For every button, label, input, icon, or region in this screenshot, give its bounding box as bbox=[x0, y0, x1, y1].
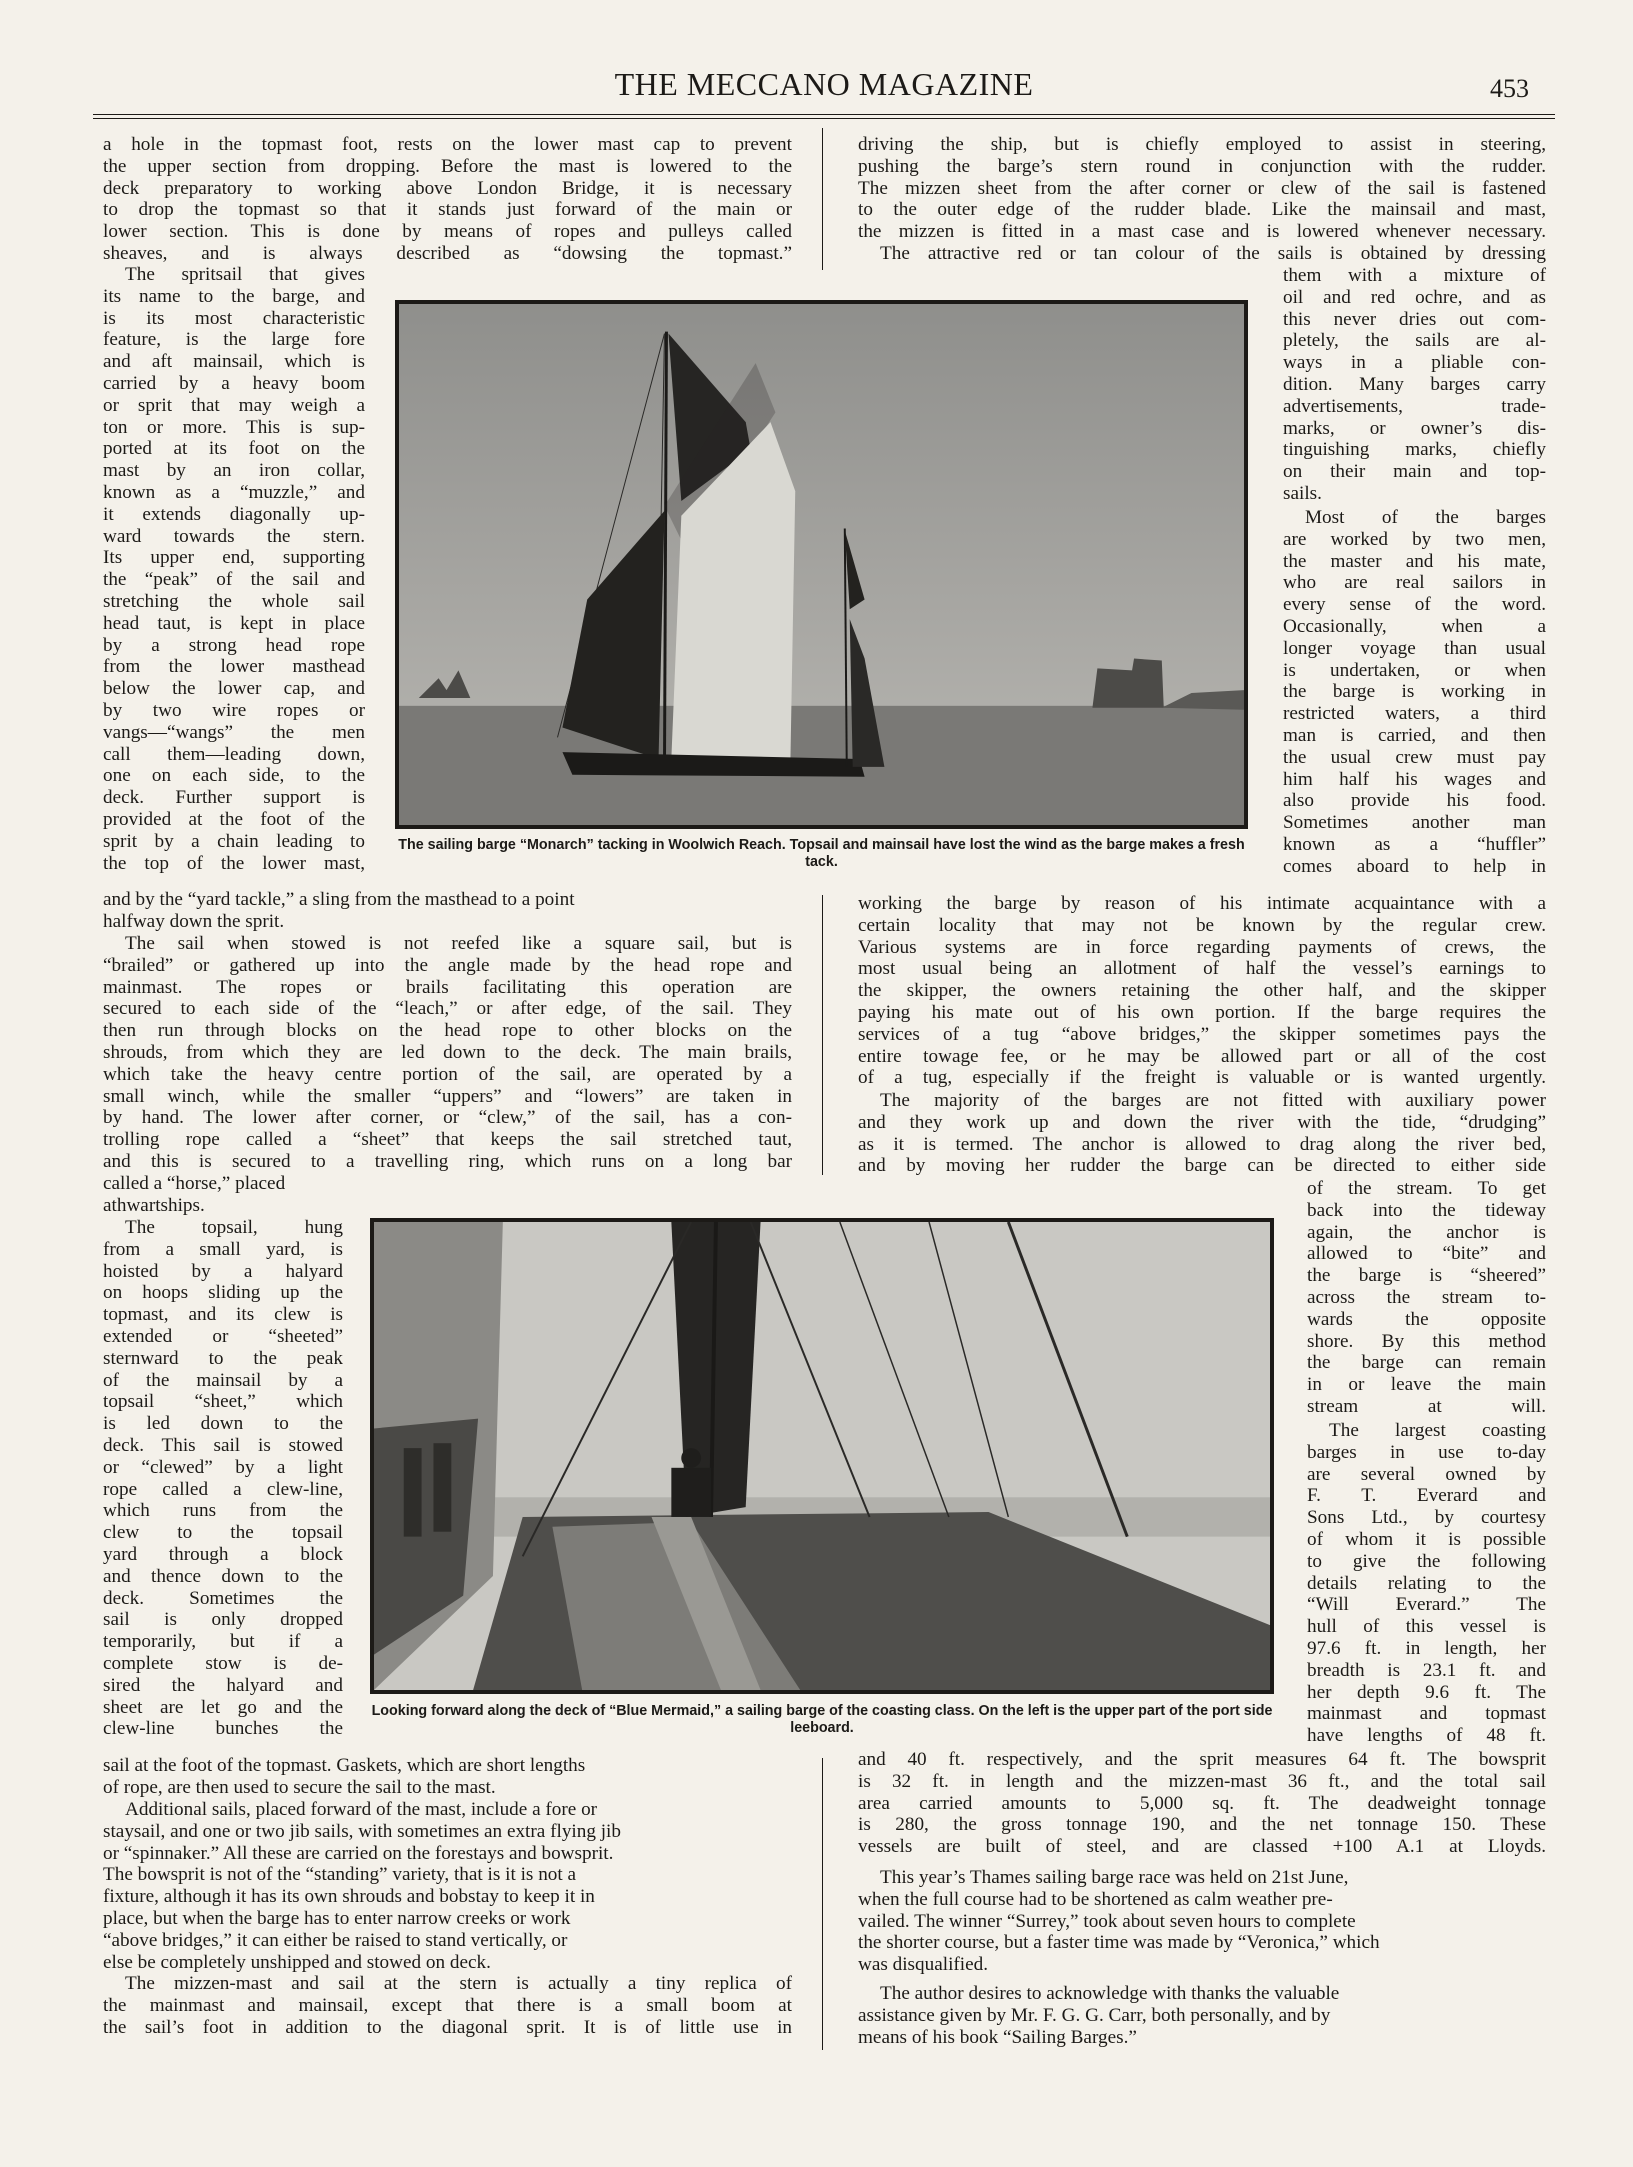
left-paragraph-2-wide bbox=[103, 889, 792, 933]
text-line: secured to each side of the “leach,” or after edge, of the sail. They bbox=[103, 998, 792, 1020]
text-line: halfway down the sprit. bbox=[103, 910, 285, 932]
text-line: to drop the topmast so that it stands just forward of the main or bbox=[103, 199, 792, 221]
text-line: provided at the foot of the bbox=[103, 808, 365, 830]
text-line: known as a “huffler” bbox=[1283, 833, 1546, 855]
text-line: complete stow is de- bbox=[103, 1652, 343, 1674]
text-line: across the stream to- bbox=[1307, 1286, 1546, 1308]
text-line: mainmast and topmast bbox=[1307, 1703, 1546, 1725]
text-line: is 280, the gross tonnage 190, and the net tonnage 150. These bbox=[858, 1814, 1546, 1836]
header-rule bbox=[93, 114, 1555, 115]
text-line: the usual crew must pay bbox=[1283, 746, 1546, 768]
text-line: them with a mixture of bbox=[1283, 265, 1546, 286]
text-line: sired the halyard and bbox=[103, 1674, 343, 1696]
text-line: sail is only dropped bbox=[103, 1609, 343, 1631]
text-line: Most of the barges bbox=[1305, 507, 1546, 528]
photo-monarch-barge bbox=[395, 300, 1248, 829]
text-line: the sail’s foot in addition to the diagonal sprit. It is of little use in bbox=[103, 2016, 792, 2038]
text-line: The mizzen sheet from the after corner or clew of the sail is fastened bbox=[858, 177, 1546, 199]
text-line: deck. Further support is bbox=[103, 787, 365, 809]
text-line: else be completely unshipped and stowed on deck. bbox=[103, 1951, 491, 1973]
text-line: marks, or owner’s dis- bbox=[1283, 417, 1546, 439]
text-line: pushing the barge’s stern round in conjunction with the rudder. bbox=[858, 155, 1546, 177]
text-line: are worked by two men, bbox=[1283, 528, 1546, 550]
text-line: or “clewed” by a light bbox=[103, 1456, 343, 1478]
text-line: him half his wages and bbox=[1283, 768, 1546, 790]
text-line: by a strong head rope bbox=[103, 634, 365, 656]
caption-monarch: The sailing barge “Monarch” tacking in Woolwich Reach. Topsail and mainsail have lost the wind as the barge makes a fresh tack. bbox=[398, 837, 1245, 870]
text-line: mast by an iron collar, bbox=[103, 460, 365, 482]
text-line: is 32 ft. in length and the mizzen-mast 36 ft., and the total sail bbox=[858, 1770, 1546, 1792]
text-line: sails. bbox=[1283, 482, 1322, 504]
text-line: its name to the barge, and bbox=[103, 285, 365, 307]
right-paragraph-3-wide bbox=[858, 893, 1546, 1089]
text-line: known as a “muzzle,” and bbox=[103, 481, 365, 503]
text-line: stream at will. bbox=[1307, 1395, 1546, 1417]
text-line: back into the tideway bbox=[1307, 1199, 1546, 1221]
left-paragraph-4-wide bbox=[103, 1755, 792, 1799]
text-line: to give the following bbox=[1307, 1550, 1546, 1572]
text-line: tinguishing marks, chiefly bbox=[1283, 439, 1546, 461]
text-line: the “peak” of the sail and bbox=[103, 569, 365, 591]
text-line: and thence down to the bbox=[103, 1565, 343, 1587]
text-line: or sprit that may weigh a bbox=[103, 394, 365, 416]
text-line: on their main and top- bbox=[1283, 461, 1546, 483]
text-line: in or leave the main bbox=[1307, 1374, 1546, 1396]
text-line: The sail when stowed is not reefed like a square sail, but is bbox=[125, 933, 792, 954]
text-line: which runs from the bbox=[103, 1500, 343, 1522]
text-line: from a small yard, is bbox=[103, 1238, 343, 1260]
text-line: clew to the topsail bbox=[103, 1522, 343, 1544]
text-line: shore. By this method bbox=[1307, 1330, 1546, 1352]
text-line: are several owned by bbox=[1307, 1463, 1546, 1485]
text-line: dition. Many barges carry bbox=[1283, 373, 1546, 395]
text-line: sheaves, and is always described as “dowsing the topmast.” bbox=[103, 242, 792, 264]
text-line: The bowsprit is not of the “standing” variety, that is it is not a bbox=[103, 1864, 577, 1886]
text-line: carried by a heavy boom bbox=[103, 372, 365, 394]
text-line: which take the heavy centre portion of the sail, are operated by a bbox=[103, 1063, 792, 1085]
text-line: The spritsail that gives bbox=[125, 264, 365, 285]
text-line: and aft mainsail, which is bbox=[103, 351, 365, 373]
right-paragraph-3-narrow bbox=[1283, 507, 1546, 878]
text-line: on hoops sliding up the bbox=[103, 1282, 343, 1304]
text-line: and by the “yard tackle,” a sling from the masthead to a point bbox=[103, 889, 575, 910]
text-line: the barge can remain bbox=[1307, 1352, 1546, 1374]
text-line: F. T. Everard and bbox=[1307, 1485, 1546, 1507]
text-line: of rope, are then used to secure the sail to the mast. bbox=[103, 1776, 496, 1798]
text-line: have lengths of 48 ft. bbox=[1307, 1725, 1546, 1747]
text-line: the upper section from dropping. Before the mast is lowered to the bbox=[103, 155, 792, 177]
right-paragraph-2-wide bbox=[858, 243, 1546, 265]
page-number: 453 bbox=[1490, 74, 1529, 103]
text-line: The largest coasting bbox=[1329, 1420, 1546, 1441]
text-line: advertisements, trade- bbox=[1283, 395, 1546, 417]
text-line: extended or “sheeted” bbox=[103, 1325, 343, 1347]
text-line: the mainmast and mainsail, except that there is a small boom at bbox=[103, 1994, 792, 2016]
text-line: of the stream. To get bbox=[1307, 1178, 1546, 1199]
text-line: one on each side, to the bbox=[103, 765, 365, 787]
text-line: is undertaken, or when bbox=[1283, 659, 1546, 681]
text-line: area carried amounts to 5,000 sq. ft. The deadweight tonnage bbox=[858, 1792, 1546, 1814]
text-line: the mizzen is fitted in a mast case and is lowered whenever necessary. bbox=[858, 221, 1546, 243]
text-line: and 40 ft. respectively, and the sprit measures 64 ft. The bowsprit bbox=[858, 1749, 1546, 1770]
text-line: clew-line bunches the bbox=[103, 1718, 343, 1740]
text-line: to the outer edge of the rudder blade. Like the mainsail and mast, bbox=[858, 199, 1546, 221]
text-line: longer voyage than usual bbox=[1283, 637, 1546, 659]
text-line: comes aboard to help in bbox=[1283, 855, 1546, 877]
text-line: place, but when the barge has to enter narrow creeks or work bbox=[103, 1907, 571, 1929]
text-line: or “spinnaker.” All these are carried on the forestays and bowsprit. bbox=[103, 1842, 614, 1864]
text-line: small winch, while the smaller “uppers” and “lowers” are taken in bbox=[103, 1085, 792, 1107]
header-rule-thin bbox=[93, 118, 1555, 119]
text-line: and they work up and down the river with the tide, “drudging” bbox=[858, 1111, 1546, 1133]
text-line: rope called a clew-line, bbox=[103, 1478, 343, 1500]
text-line: restricted waters, a third bbox=[1283, 703, 1546, 725]
text-line: of the mainsail by a bbox=[103, 1369, 343, 1391]
text-line: the barge is “sheered” bbox=[1307, 1265, 1546, 1287]
text-line: man is carried, and then bbox=[1283, 724, 1546, 746]
left-paragraph-1 bbox=[103, 134, 792, 265]
text-line: the top of the lower mast, bbox=[103, 852, 365, 874]
column-divider-bottom bbox=[822, 1758, 823, 2050]
left-paragraph-6 bbox=[103, 1973, 792, 2038]
text-line: her depth 9.6 ft. The bbox=[1307, 1681, 1546, 1703]
text-line: again, the anchor is bbox=[1307, 1221, 1546, 1243]
column-divider-top bbox=[822, 128, 823, 270]
page-header bbox=[93, 66, 1555, 106]
text-line: The majority of the barges are not fitted with auxiliary power bbox=[880, 1090, 1546, 1111]
text-line: who are real sailors in bbox=[1283, 572, 1546, 594]
text-line: “Will Everard.” The bbox=[1307, 1594, 1546, 1616]
monarch-barge-illustration bbox=[399, 304, 1244, 825]
text-line: Occasionally, when a bbox=[1283, 615, 1546, 637]
text-line: deck preparatory to working above London Bridge, it is necessary bbox=[103, 177, 792, 199]
text-line: lower section. This is done by means of ropes and pulleys called bbox=[103, 221, 792, 243]
text-line: deck. This sail is stowed bbox=[103, 1434, 343, 1456]
text-line: 97.6 ft. in length, her bbox=[1307, 1637, 1546, 1659]
text-line: of a tug, especially if the freight is valuable or is wanted urgently. bbox=[858, 1067, 1546, 1089]
text-line: ported at its foot on the bbox=[103, 438, 365, 460]
text-line: entire towage fee, or he may be allowed part or all of the cost bbox=[858, 1045, 1546, 1067]
text-line: sail at the foot of the topmast. Gaskets, which are short lengths bbox=[103, 1755, 586, 1776]
left-paragraph-2-narrow bbox=[103, 264, 365, 874]
text-line: fixture, although it has its own shrouds and bobstay to keep it in bbox=[103, 1886, 595, 1908]
text-line: Various systems are in force regarding payments of crews, the bbox=[858, 936, 1546, 958]
text-line: trolling rope called a “sheet” that keeps the sail stretched taut, bbox=[103, 1129, 792, 1151]
text-line: shrouds, from which they are led down to the deck. The main brails, bbox=[103, 1041, 792, 1063]
text-line: The mizzen-mast and sail at the stern is actually a tiny replica of bbox=[125, 1973, 792, 1994]
text-line: ton or more. This is sup- bbox=[103, 416, 365, 438]
text-line: as it is termed. The anchor is allowed to drag along the river bed, bbox=[858, 1133, 1546, 1155]
text-line: hoisted by a halyard bbox=[103, 1260, 343, 1282]
blue-mermaid-deck-illustration bbox=[374, 1222, 1270, 1690]
column-divider-middle bbox=[822, 895, 823, 1175]
text-line: oil and red ochre, and as bbox=[1283, 286, 1546, 308]
text-line: paying his mate out of his own portion. If the barge requires the bbox=[858, 1001, 1546, 1023]
text-line: Additional sails, placed forward of the mast, include a fore or bbox=[125, 1799, 598, 1820]
text-line: breadth is 23.1 ft. and bbox=[1307, 1659, 1546, 1681]
text-line: athwartships. bbox=[103, 1194, 205, 1216]
text-line: is led down to the bbox=[103, 1413, 343, 1435]
text-line: barges in use to-day bbox=[1307, 1441, 1546, 1463]
text-line: assistance given by Mr. F. G. G. Carr, both personally, and by bbox=[858, 2004, 1331, 2026]
text-line: temporarily, but if a bbox=[103, 1631, 343, 1653]
text-line: the master and his mate, bbox=[1283, 550, 1546, 572]
text-line: then run through blocks on the head rope to other blocks on the bbox=[103, 1020, 792, 1042]
right-paragraph-4-narrow bbox=[1307, 1178, 1546, 1418]
text-line: wards the opposite bbox=[1307, 1308, 1546, 1330]
text-line: This year’s Thames sailing barge race was held on 21st June, bbox=[880, 1867, 1349, 1888]
text-line: the shorter course, but a faster time was made by “Veronica,” which bbox=[858, 1932, 1380, 1954]
text-line: also provide his food. bbox=[1283, 790, 1546, 812]
text-line: working the barge by reason of his intimate acquaintance with a bbox=[858, 893, 1546, 914]
text-line: The attractive red or tan colour of the sails is obtained by dressing bbox=[880, 243, 1546, 264]
text-line: staysail, and one or two jib sails, with sometimes an extra flying jib bbox=[103, 1820, 621, 1842]
text-line: allowed to “bite” and bbox=[1307, 1243, 1546, 1265]
caption-blue-mermaid: Looking forward along the deck of “Blue Mermaid,” a sailing barge of the coasting class. On the left is the upper part of the port side leeboard. bbox=[371, 1703, 1273, 1736]
text-line: the skipper, the owners retaining the other half, and the skipper bbox=[858, 980, 1546, 1002]
text-line: sheet are let go and the bbox=[103, 1696, 343, 1718]
text-line: vessels are built of steel, and are classed +100 A.1 at Lloyds. bbox=[858, 1836, 1546, 1858]
text-line: Sometimes another man bbox=[1283, 812, 1546, 834]
text-line: every sense of the word. bbox=[1283, 594, 1546, 616]
text-line: Its upper end, supporting bbox=[103, 547, 365, 569]
text-line: details relating to the bbox=[1307, 1572, 1546, 1594]
right-paragraph-1 bbox=[858, 134, 1546, 243]
text-line: deck. Sometimes the bbox=[103, 1587, 343, 1609]
right-paragraph-2-narrow bbox=[1283, 265, 1546, 505]
text-line: The author desires to acknowledge with thanks the valuable bbox=[880, 1983, 1340, 2004]
text-line: sternward to the peak bbox=[103, 1347, 343, 1369]
text-line: and this is secured to a travelling ring, which runs on a long bar bbox=[103, 1150, 792, 1172]
right-paragraph-6 bbox=[858, 1867, 1546, 1976]
left-paragraph-5 bbox=[103, 1799, 792, 1973]
text-line: most usual being an allotment of half the vessel’s earnings to bbox=[858, 958, 1546, 980]
text-line: of whom it is possible bbox=[1307, 1528, 1546, 1550]
left-paragraph-3 bbox=[103, 933, 792, 1173]
text-line: topsail “sheet,” which bbox=[103, 1391, 343, 1413]
right-paragraph-4-wide bbox=[858, 1090, 1546, 1177]
text-line: driving the ship, but is chiefly employed to assist in steering, bbox=[858, 134, 1546, 155]
text-line: means of his book “Sailing Barges.” bbox=[858, 2026, 1137, 2048]
text-line: by hand. The lower after corner, or “clew,” of the sail, has a con- bbox=[103, 1107, 792, 1129]
text-line: topmast, and its clew is bbox=[103, 1304, 343, 1326]
text-line: call them—leading down, bbox=[103, 743, 365, 765]
photo-blue-mermaid-deck bbox=[370, 1218, 1274, 1694]
text-line: mainmast. The ropes or brails facilitating this operation are bbox=[103, 976, 792, 998]
text-line: vailed. The winner “Surrey,” took about seven hours to complete bbox=[858, 1910, 1356, 1932]
text-line: yard through a block bbox=[103, 1543, 343, 1565]
text-line: ward towards the stern. bbox=[103, 525, 365, 547]
right-paragraph-7 bbox=[858, 1983, 1546, 2048]
text-line: is its most characteristic bbox=[103, 307, 365, 329]
text-line: stretching the whole sail bbox=[103, 590, 365, 612]
text-line: pletely, the sails are al- bbox=[1283, 330, 1546, 352]
magazine-title: THE MECCANO MAGAZINE bbox=[614, 66, 1034, 102]
text-line: called a “horse,” placed bbox=[103, 1173, 286, 1194]
text-line: by two wire ropes or bbox=[103, 699, 365, 721]
text-line: Sons Ltd., by courtesy bbox=[1307, 1507, 1546, 1529]
text-line: certain locality that may not be known by the regular crew. bbox=[858, 914, 1546, 936]
text-line: services of a tug “above bridges,” the skipper sometimes pays the bbox=[858, 1023, 1546, 1045]
text-line: sprit by a chain leading to bbox=[103, 830, 365, 852]
left-paragraph-3-narrow bbox=[103, 1173, 343, 1217]
right-paragraph-5-narrow bbox=[1307, 1420, 1546, 1747]
text-line: it extends diagonally up- bbox=[103, 503, 365, 525]
text-line: “brailed” or gathered up into the angle made by the head rope and bbox=[103, 954, 792, 976]
text-line: The topsail, hung bbox=[125, 1217, 343, 1238]
text-line: below the lower cap, and bbox=[103, 678, 365, 700]
text-line: was disqualified. bbox=[858, 1954, 989, 1976]
text-line: from the lower masthead bbox=[103, 656, 365, 678]
text-line: and by moving her rudder the barge can be directed to either side bbox=[858, 1155, 1546, 1177]
text-line: the barge is working in bbox=[1283, 681, 1546, 703]
right-paragraph-5-wide bbox=[858, 1749, 1546, 1858]
text-line: hull of this vessel is bbox=[1307, 1616, 1546, 1638]
left-paragraph-4-narrow bbox=[103, 1217, 343, 1740]
text-line: a hole in the topmast foot, rests on the lower mast cap to prevent bbox=[103, 134, 792, 155]
text-line: “above bridges,” it can either be raised to stand vertically, or bbox=[103, 1929, 568, 1951]
text-line: head taut, is kept in place bbox=[103, 612, 365, 634]
text-line: this never dries out com- bbox=[1283, 308, 1546, 330]
text-line: ways in a pliable con- bbox=[1283, 352, 1546, 374]
text-line: vangs—“wangs” the men bbox=[103, 721, 365, 743]
text-line: when the full course had to be shortened as calm weather pre- bbox=[858, 1888, 1333, 1910]
text-line: feature, is the large fore bbox=[103, 329, 365, 351]
